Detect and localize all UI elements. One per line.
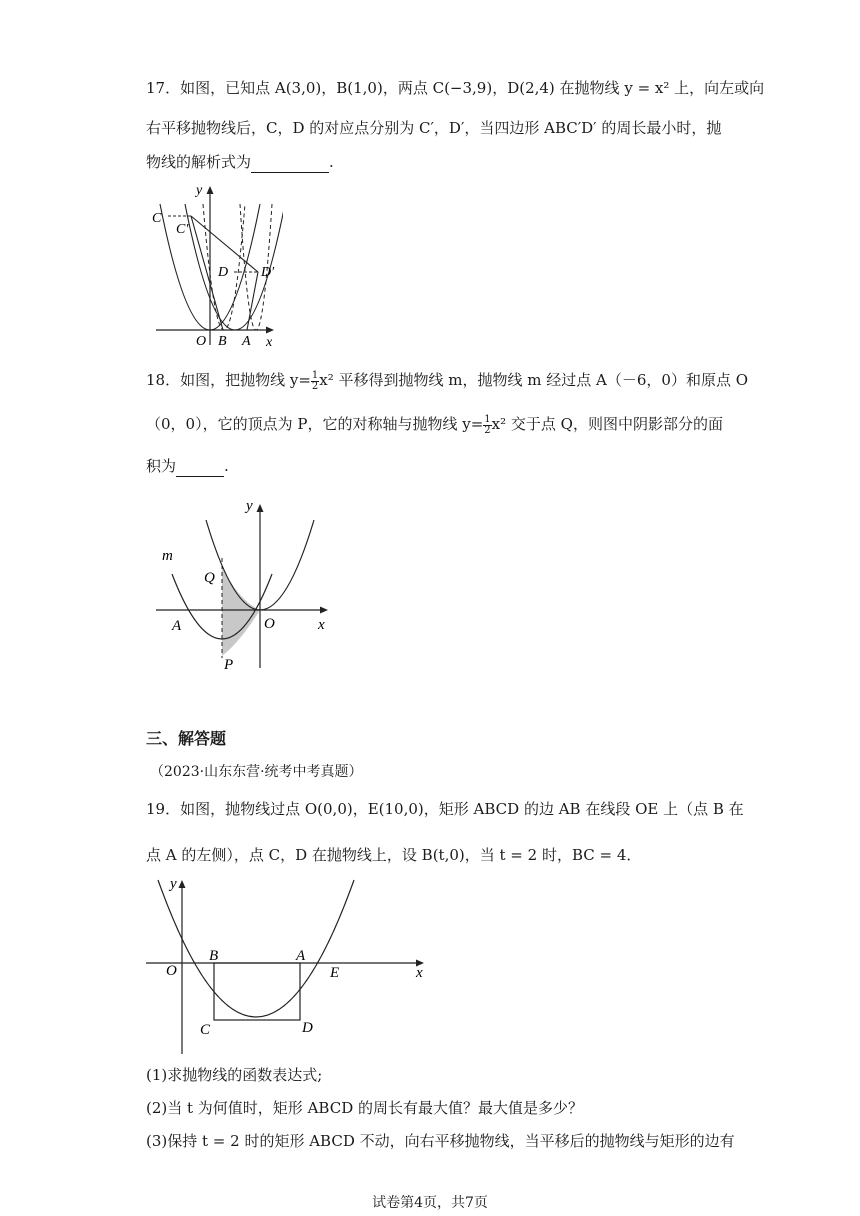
label-O: O bbox=[196, 334, 207, 349]
label-y: y bbox=[196, 183, 203, 198]
label-O: O bbox=[166, 963, 177, 979]
q19-part-2: (2)当 t 为何值时，矩形 ABCD 的周长有最大值？最大值是多少？ bbox=[146, 1099, 583, 1117]
q19-part-3: (3)保持 t = 2 时的矩形 ABCD 不动，向右平移抛物线，当平移后的抛物线与矩形的边有 bbox=[146, 1132, 735, 1150]
label-m: m bbox=[162, 548, 173, 564]
q18-line-3 bbox=[146, 456, 229, 477]
figure-17 bbox=[148, 180, 283, 350]
answer-blank-17 bbox=[251, 152, 329, 173]
q18-line-1b: x² 平移得到抛物线 m，抛物线 m 经过点 A（－6，0）和原点 O bbox=[319, 371, 749, 389]
label-A: A bbox=[172, 618, 182, 634]
q19-line-1: 19．如图，抛物线过点 O(0,0)，E(10,0)，矩形 ABCD 的边 AB 在线段 OE 上（点 B 在 bbox=[146, 800, 744, 818]
q18-line-2b: x² 交于点 Q，则图中阴影部分的面 bbox=[491, 415, 723, 433]
label-x: x bbox=[266, 335, 273, 350]
frac-den: 2 bbox=[311, 380, 319, 392]
label-Q: Q bbox=[204, 570, 215, 586]
answer-blank-18 bbox=[176, 456, 224, 477]
label-D: D bbox=[302, 1020, 313, 1036]
label-x: x bbox=[318, 617, 325, 633]
q19-line-2: 点 A 的左侧），点 C，D 在抛物线上，设 B(t,0)，当 t = 2 时，BC = 4． bbox=[146, 846, 642, 864]
q17-line-3-end: . bbox=[329, 153, 334, 171]
q17-line-1: 17．如图，已知点 A(3,0)，B(1,0)，两点 C(−3,9)，D(2,4) 在抛物线 y = x² 上，向左或向 bbox=[146, 79, 765, 97]
label-O: O bbox=[264, 616, 275, 632]
frac-den-2: 2 bbox=[484, 424, 491, 436]
label-A: A bbox=[242, 334, 251, 349]
q17-line-3 bbox=[146, 152, 334, 173]
frac-num-2: 1 bbox=[484, 413, 491, 425]
q18-line-3-end: . bbox=[224, 457, 229, 475]
q17-line-2: 右平移抛物线后，C，D 的对应点分别为 C′，D′，当四边形 ABC′D′ 的周长最小时，抛 bbox=[146, 119, 722, 137]
q18-line-2a: （0，0），它的顶点为 P，它的对称轴与抛物线 y= bbox=[146, 415, 484, 433]
label-C-prime: C′ bbox=[176, 222, 189, 237]
q17-line-3-text: 物线的解析式为 bbox=[146, 153, 252, 171]
question-source: （2023·山东东营·统考中考真题） bbox=[150, 764, 363, 780]
page-footer: 试卷第4页，共7页 bbox=[372, 1195, 488, 1211]
label-P: P bbox=[224, 657, 234, 672]
section-title: 三、解答题 bbox=[146, 729, 227, 748]
frac-num: 1 bbox=[311, 369, 319, 381]
label-D-prime: D′ bbox=[261, 265, 275, 280]
label-B: B bbox=[209, 948, 219, 964]
label-C: C bbox=[152, 211, 162, 226]
figure-19 bbox=[144, 872, 434, 1056]
q18-line-1 bbox=[146, 370, 748, 392]
q18-line-2 bbox=[146, 414, 723, 436]
figure-18 bbox=[150, 492, 340, 672]
label-E: E bbox=[330, 965, 340, 981]
label-y: y bbox=[246, 498, 253, 514]
fraction-half-2 bbox=[483, 415, 491, 436]
label-A: A bbox=[296, 948, 306, 964]
label-x: x bbox=[416, 965, 423, 981]
label-D: D bbox=[218, 265, 229, 280]
label-y: y bbox=[170, 876, 177, 892]
label-B: B bbox=[218, 334, 227, 349]
q18-line-3-text: 积为 bbox=[146, 457, 177, 475]
q19-part-1: (1)求抛物线的函数表达式; bbox=[146, 1066, 323, 1084]
q18-line-1a: 18．如图，把抛物线 y= bbox=[146, 371, 311, 389]
label-C: C bbox=[200, 1022, 211, 1038]
